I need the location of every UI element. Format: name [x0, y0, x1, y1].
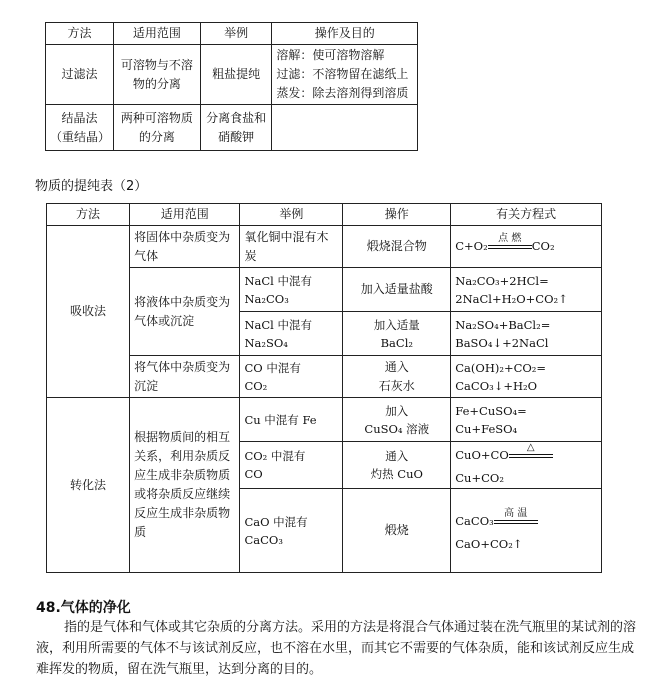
- ops-cell: [272, 105, 418, 151]
- table-row: [46, 45, 418, 105]
- example-cell: NaCl 中混有 Na₂CO₃: [240, 268, 343, 312]
- equation-cell: Na₂CO₃+2HCl= 2NaCl+H₂O+CO₂↑: [451, 268, 602, 312]
- example-cell: NaCl 中混有 Na₂SO₄: [240, 312, 343, 356]
- header-cell: 举例: [240, 204, 343, 226]
- header-cell: 操作及目的: [272, 23, 418, 45]
- scope-cell: 将液体中杂质变为气体或沉淀: [130, 268, 240, 356]
- op-cell: 煅烧混合物: [343, 226, 451, 268]
- header-cell: 方法: [47, 204, 130, 226]
- header-cell: 举例: [200, 23, 271, 45]
- op-cell: 加入适量 BaCl₂: [343, 312, 451, 356]
- method-cell: 过滤法: [46, 45, 114, 105]
- equation-cell: CuO+CO△ Cu+CO₂: [451, 442, 602, 489]
- table-row: [47, 268, 602, 312]
- op-line: 溶解：使可溶物溶解: [276, 48, 385, 62]
- equation-cell: C+O₂点 燃 CO₂: [451, 226, 602, 268]
- example-cell: Cu 中混有 Fe: [240, 398, 343, 442]
- equation-cell: Na₂SO₄+BaCl₂= BaSO₄↓+2NaCl: [451, 312, 602, 356]
- op-line: 蒸发：除去溶剂得到溶质: [276, 86, 409, 100]
- example-cell: CO₂ 中混有 CO: [240, 442, 343, 489]
- header-cell: 有关方程式: [451, 204, 602, 226]
- condition-mark: 高 温: [494, 509, 538, 535]
- separation-table: [45, 22, 418, 151]
- scope-cell: 两种可溶物质的分离: [113, 105, 200, 151]
- method-cell: 转化法: [47, 398, 130, 573]
- op-cell: 通入 灼热 CuO: [343, 442, 451, 489]
- example-cell: 粗盐提纯: [200, 45, 271, 105]
- scope-cell: 根据物质间的相互关系，利用杂质反应生成非杂质物质或将杂质反应继续反应生成非杂质物质: [130, 398, 240, 573]
- scope-cell: 将固体中杂质变为气体: [130, 226, 240, 268]
- example-cell: CO 中混有 CO₂: [240, 356, 343, 398]
- header-cell: 适用范围: [130, 204, 240, 226]
- scope-cell: 可溶物与不溶物的分离: [113, 45, 200, 105]
- op-cell: 加入适量盐酸: [343, 268, 451, 312]
- ops-cell: [272, 45, 418, 105]
- table-caption: 物质的提纯表（2）: [35, 179, 148, 194]
- equation-cell: Fe+CuSO₄= Cu+FeSO₄: [451, 398, 602, 442]
- example-cell: 氧化铜中混有木炭: [240, 226, 343, 268]
- table-row: [46, 105, 418, 151]
- example-cell: 分离食盐和硝酸钾: [200, 105, 271, 151]
- table-header-row: [46, 23, 418, 45]
- op-line: 过滤：不溶物留在滤纸上: [276, 67, 409, 81]
- example-cell: CaO 中混有 CaCO₃: [240, 489, 343, 573]
- table-row: [47, 356, 602, 398]
- header-cell: 方法: [46, 23, 114, 45]
- header-cell: 操作: [343, 204, 451, 226]
- condition-mark: △: [509, 443, 553, 469]
- table-header-row: [47, 204, 602, 226]
- purification-table: [46, 203, 602, 573]
- op-cell: 加入 CuSO₄ 溶液: [343, 398, 451, 442]
- method-cell: 结晶法（重结晶）: [46, 105, 114, 151]
- equation-cell: Ca(OH)₂+CO₂= CaCO₃↓+H₂O: [451, 356, 602, 398]
- header-cell: 适用范围: [113, 23, 200, 45]
- section-paragraph: 指的是气体和气体或其它杂质的分离方法。采用的方法是将混合气体通过装在洗气瓶里的某试剂的溶液，利用所需要的气体不与该试剂反应，也不溶在水里，而其它不需要的气体杂质，能和该试剂反应生成难挥发的物质，留在洗气瓶里，达到分离的目的。: [36, 620, 637, 677]
- op-cell: 煅烧: [343, 489, 451, 573]
- method-cell: 吸收法: [47, 226, 130, 398]
- scope-cell: 将气体中杂质变为沉淀: [130, 356, 240, 398]
- table-row: [47, 226, 602, 268]
- op-cell: 通入 石灰水: [343, 356, 451, 398]
- condition-mark: 点 燃: [488, 234, 532, 260]
- equation-cell: CaCO₃高 温 CaO+CO₂↑: [451, 489, 602, 573]
- section-title: 48.气体的净化: [36, 600, 131, 616]
- table-row: [47, 398, 602, 442]
